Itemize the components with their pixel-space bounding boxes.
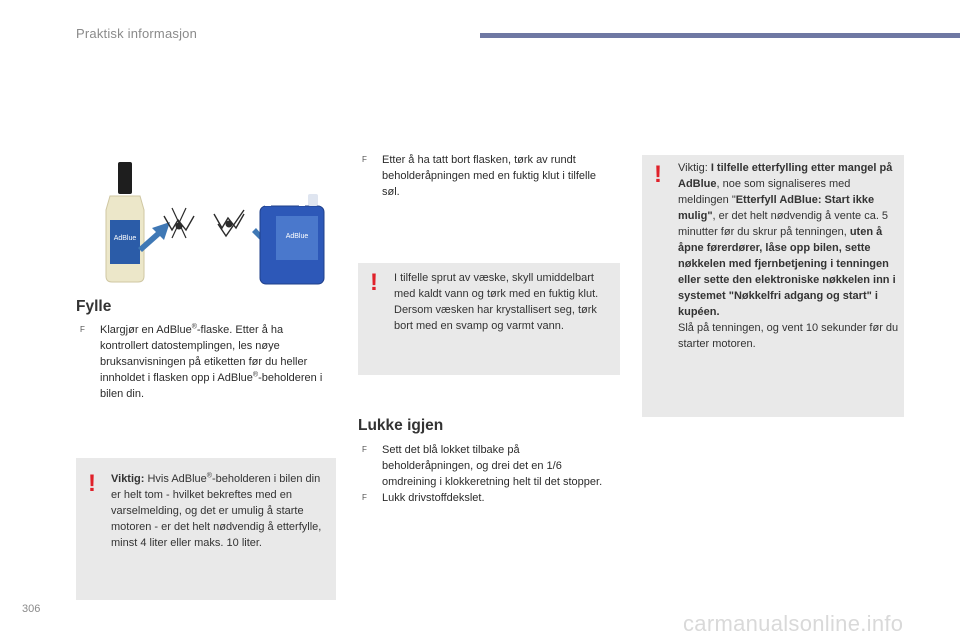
registered-mark: ® xyxy=(191,323,197,331)
section-header: Praktisk informasjon xyxy=(76,26,198,41)
warning-text-line: Slå på tenningen, og vent 10 sekunder før du starter motoren. xyxy=(678,322,899,350)
adblue-bottle-image xyxy=(106,162,144,282)
warning-text-part: , er det helt nødvendig å vente ca. 5 minutter før du skrur på tenningen, xyxy=(678,210,889,238)
warning-box-spill xyxy=(358,263,620,375)
warning-bold: uten å åpne førerdører, låse opp bilen, sette nøkkelen med fjernbetjening i tenningen eller sette den elektroniske nøkkelen inn i systemet "Nøkkelfri adgang og start" i kupéen. xyxy=(678,226,896,318)
list-item xyxy=(358,490,608,506)
fylle-text: -flaske. Etter å ha kontrollert datostemplingen, les nøye bruksanvisningen på etiketten før du heller innholdet i flasken opp i AdBlue xyxy=(100,324,308,384)
bottle-label: AdBlue xyxy=(113,235,137,242)
watermark: carmanualsonline.info xyxy=(683,611,904,636)
warning-bold: I tilfelle etterfylling etter mangel på AdBlue xyxy=(678,162,893,190)
bullet-icon: F xyxy=(362,155,367,164)
adblue-can-image xyxy=(260,192,324,284)
header-bar xyxy=(480,33,960,38)
check-icon xyxy=(214,210,244,236)
can-label: AdBlue xyxy=(285,233,309,240)
registered-mark: ® xyxy=(252,371,259,379)
page-number: 306 xyxy=(22,603,41,615)
warning-text-part: , noe som signaliseres med meldingen " xyxy=(678,178,851,206)
bullet-icon: F xyxy=(362,493,367,502)
etter-text: Etter å ha tatt bort flasken, tørk av rundt beholderåpningen med en fuktig klut i tilfelle søl. xyxy=(382,154,597,198)
warning-label: Viktig: xyxy=(111,473,145,485)
bullet-icon: F xyxy=(80,325,85,334)
list-item xyxy=(76,322,326,402)
cross-icon xyxy=(164,208,194,238)
warning-icon: ! xyxy=(370,269,378,296)
list-item xyxy=(358,152,606,200)
warning-box-empty-tank xyxy=(76,458,336,600)
list-item xyxy=(358,442,608,490)
adblue-illustration xyxy=(86,158,330,290)
registered-mark: ® xyxy=(206,472,212,480)
warning-text xyxy=(678,160,900,352)
fylle-heading: Fylle xyxy=(76,298,112,315)
lukke-text: Sett det blå lokket tilbake på beholderåpningen, og drei det en 1/6 omdreining i klokkeretning helt til det stopper. xyxy=(382,444,603,488)
lukke-heading: Lukke igjen xyxy=(358,417,444,434)
warning-text-line: I tilfelle sprut av væske, skyll umiddelbart med kaldt vann og tørk med en fuktig klut. xyxy=(394,272,599,300)
etter-list xyxy=(358,152,606,200)
warning-text xyxy=(394,270,614,334)
warning-bold: Etterfyll AdBlue: Start ikke mulig" xyxy=(678,194,875,222)
warning-icon: ! xyxy=(654,161,662,188)
warning-label: Viktig: xyxy=(678,162,711,174)
warning-text-line: Dersom væsken har krystallisert seg, tørk bort med en svamp og varmt vann. xyxy=(394,304,597,332)
warning-text-part: -beholderen i bilen din er helt tom - hvilket bekreftes med en varselmelding, og det er umulig å starte motoren - er det helt nødvendig å etterfylle, minst 4 liter eller maks. 10 liter. xyxy=(111,473,322,549)
fylle-list xyxy=(76,322,326,402)
fylle-text: -beholderen i bilen din. xyxy=(100,372,323,400)
fylle-text: Klargjør en AdBlue xyxy=(100,324,192,336)
warning-icon: ! xyxy=(88,470,96,497)
warning-box-refill xyxy=(642,155,904,417)
warning-text xyxy=(111,471,327,551)
lukke-text: Lukk drivstoffdekslet. xyxy=(382,492,485,504)
bullet-icon: F xyxy=(362,445,367,454)
warning-text-part: Hvis AdBlue xyxy=(144,473,207,485)
lukke-list xyxy=(358,442,608,506)
